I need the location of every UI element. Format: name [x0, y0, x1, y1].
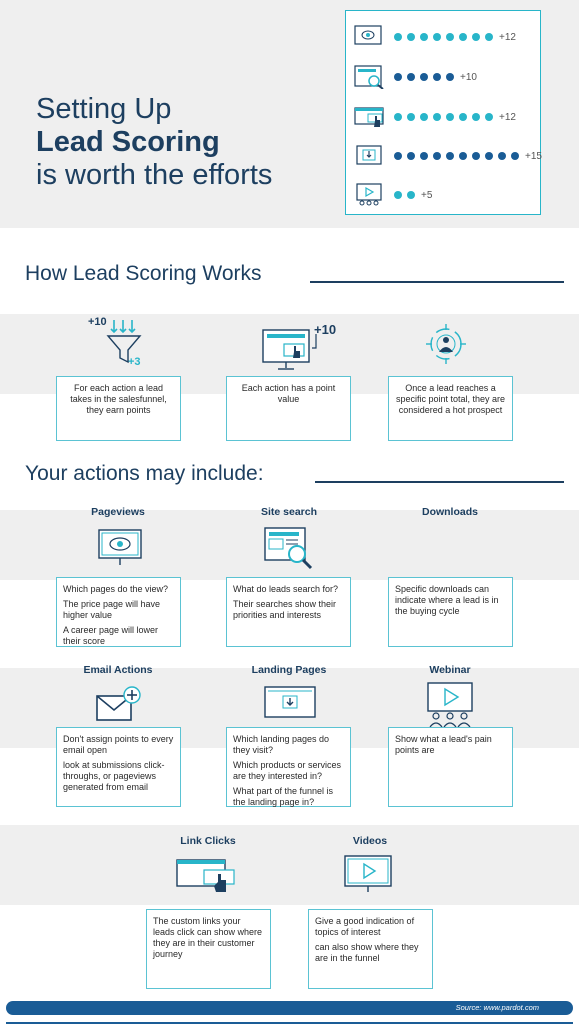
points-row: [354, 65, 477, 89]
points-dots: [394, 113, 493, 121]
point-dot: [446, 73, 454, 81]
video-icon: [344, 855, 394, 900]
point-dot: [420, 113, 428, 121]
landing-line-2: Which products or services are they interested in?: [233, 760, 342, 781]
point-dot: [446, 152, 454, 160]
point-dot: [472, 113, 480, 121]
point-dot: [407, 33, 415, 41]
target-person-icon: [424, 322, 468, 366]
hero-line-3: is worth the efforts: [36, 159, 273, 191]
point-dot: [394, 191, 402, 199]
how-card-earn-points-text: For each action a lead takes in the salesfunnel, they earn points: [70, 383, 167, 415]
videos-card: [308, 909, 433, 989]
hero-line-2: Lead Scoring: [36, 126, 220, 158]
points-row: [354, 25, 516, 49]
point-dot: [459, 152, 467, 160]
download-icon: [354, 144, 384, 168]
videos-line-1: Give a good indication of topics of interest: [315, 916, 415, 937]
email-plus-icon: [96, 686, 142, 729]
source-credit: Source: www.pardot.com: [455, 1003, 539, 1012]
how-title-rule: [310, 281, 564, 283]
point-dot: [498, 152, 506, 160]
point-dot: [459, 113, 467, 121]
point-dot: [433, 113, 441, 121]
landing-line-3: What part of the funnel is the landing page in?: [233, 786, 334, 807]
points-value: +12: [499, 111, 516, 123]
points-row: [354, 144, 542, 168]
link-clicks-card: [146, 909, 271, 989]
point-dot: [407, 73, 415, 81]
pageviews-line-2: The price page will have higher value: [63, 599, 161, 620]
link-clicks-line-1: The custom links your leads click can show where they are in their customer journey: [153, 916, 263, 959]
actions-title-rule: [315, 481, 564, 483]
landing-line-1: Which landing pages do they visit?: [233, 734, 330, 755]
points-row: [354, 105, 516, 129]
footer-rule: [6, 1022, 573, 1024]
site-search-title: Site search: [260, 506, 318, 518]
videos-line-2: can also show where they are in the funnel: [315, 942, 419, 963]
points-dots: [394, 33, 493, 41]
email-line-2: look at submissions click-throughs, or pageviews generated from email: [63, 760, 165, 792]
downloads-card: [388, 577, 513, 647]
point-dot: [394, 33, 402, 41]
points-dots: [394, 191, 415, 199]
point-dot: [420, 152, 428, 160]
pageviews-title: Pageviews: [91, 506, 145, 518]
email-actions-title: Email Actions: [83, 664, 153, 676]
point-dot: [394, 113, 402, 121]
webinar-icon: [425, 682, 475, 733]
hero-title: [36, 93, 336, 192]
link-click-icon: [176, 856, 240, 903]
webinar-icon: [354, 183, 384, 207]
point-dot: [420, 33, 428, 41]
pageview-icon: [98, 528, 142, 577]
funnel-points-in: +10: [88, 316, 107, 328]
point-dot: [407, 113, 415, 121]
points-value: +12: [499, 31, 516, 43]
how-card-hot-prospect: [388, 376, 513, 441]
points-panel: [345, 10, 541, 215]
points-dots: [394, 73, 454, 81]
pageviews-card: [56, 577, 181, 647]
site-search-line-2: Their searches show their priorities and interests: [233, 599, 337, 620]
points-dots: [394, 152, 519, 160]
how-card-point-value-text: Each action has a point value: [241, 383, 336, 404]
pageviews-line-1: Which pages do the view?: [63, 584, 169, 594]
point-dot: [511, 152, 519, 160]
actions-title: Your actions may include:: [25, 462, 264, 485]
webinar-card: [388, 727, 513, 807]
screen-click-icon: [262, 322, 342, 374]
points-row: [354, 183, 432, 207]
landing-pages-title: Landing Pages: [251, 664, 327, 676]
email-actions-card: [56, 727, 181, 807]
points-value: +5: [421, 189, 433, 201]
funnel-icon: [88, 316, 158, 374]
point-dot: [459, 33, 467, 41]
site-search-line-1: What do leads search for?: [233, 584, 339, 594]
how-card-point-value: [226, 376, 351, 441]
how-card-earn-points: [56, 376, 181, 441]
landing-page-icon: [264, 686, 316, 723]
point-dot: [446, 113, 454, 121]
funnel-points-out: +3: [128, 356, 141, 368]
webinar-line-1: Show what a lead's pain points are: [395, 734, 492, 755]
point-dot: [446, 33, 454, 41]
actions-band-3: [0, 825, 579, 905]
hero-line-1: Setting Up: [36, 93, 172, 125]
point-dot: [394, 152, 402, 160]
downloads-line-1: Specific downloads can indicate where a lead is in the buying cycle: [395, 584, 499, 616]
link-clicks-title: Link Clicks: [180, 835, 236, 847]
how-title: How Lead Scoring Works: [25, 262, 262, 285]
point-dot: [407, 191, 415, 199]
search-page-icon: [354, 65, 384, 89]
how-card-hot-prospect-text: Once a lead reaches a specific point total, they are considered a hot prospect: [395, 383, 506, 415]
point-dot: [394, 73, 402, 81]
pageviews-line-3: A career page will lower their score: [63, 625, 159, 646]
email-line-1: Don't assign points to every email open: [63, 734, 174, 755]
point-dot: [433, 73, 441, 81]
landing-pages-card: [226, 727, 351, 807]
point-dot: [485, 152, 493, 160]
site-search-card: [226, 577, 351, 647]
point-dot: [485, 113, 493, 121]
point-dot: [407, 152, 415, 160]
downloads-title: Downloads: [421, 506, 478, 518]
videos-title: Videos: [352, 835, 388, 847]
point-dot: [472, 33, 480, 41]
pageview-icon: [354, 25, 384, 49]
point-dot: [485, 33, 493, 41]
point-dot: [420, 73, 428, 81]
point-dot: [433, 33, 441, 41]
screen-points: +10: [314, 322, 337, 337]
search-page-icon: [264, 526, 314, 577]
webinar-title: Webinar: [429, 664, 471, 676]
points-value: +15: [525, 150, 542, 162]
points-value: +10: [460, 71, 477, 83]
link-click-icon: [354, 105, 384, 129]
point-dot: [472, 152, 480, 160]
point-dot: [433, 152, 441, 160]
